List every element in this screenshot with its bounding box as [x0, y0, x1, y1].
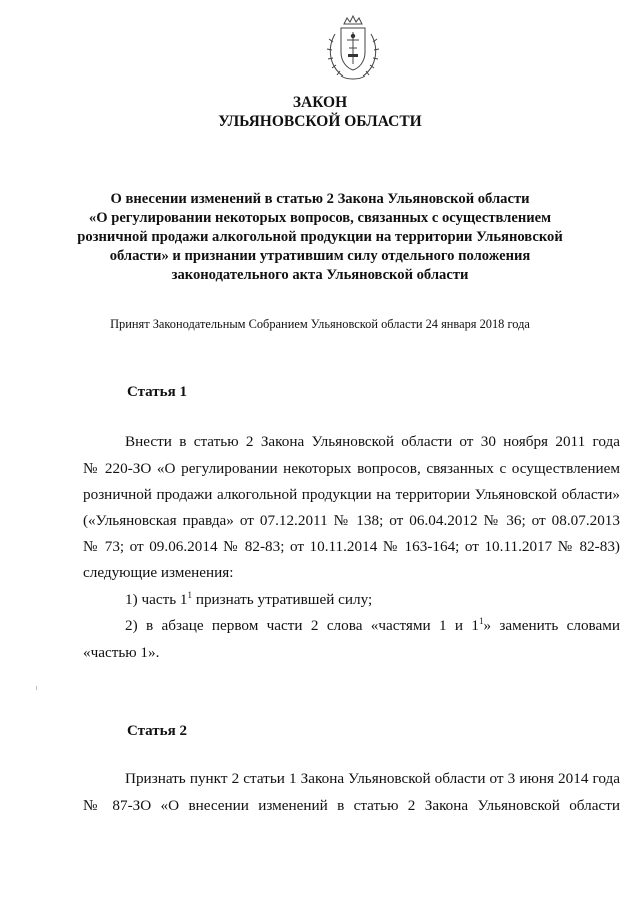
article-2-heading: Статья 2: [127, 723, 187, 739]
body-line: № 87-ЗО «О внесении изменений в статью 2 Закона Ульяновской области: [83, 797, 620, 814]
coat-of-arms-emblem: [325, 14, 381, 84]
title-line: розничной продажи алкогольной продукции на территории Ульяновской: [77, 229, 563, 245]
body-line: Внести в статью 2 Закона Ульяновской области от 30 ноября 2011 года: [125, 433, 620, 450]
list-item-1: [125, 591, 372, 609]
body-line: («Ульяновская правда» от 07.12.2011 № 138; от 06.04.2012 № 36; от 08.07.2013: [83, 512, 620, 529]
margin-mark: [36, 686, 37, 690]
body-line: розничной продажи алкогольной продукции на территории Ульяновской области»: [83, 486, 620, 503]
body-line: № 220-ЗО «О регулировании некоторых вопросов, связанных с осуществлением: [83, 460, 620, 477]
law-heading: [0, 93, 640, 131]
body-line: следующие изменения:: [83, 564, 234, 581]
body-line: № 73; от 09.06.2014 № 82-83; от 10.11.2014 № 163-164; от 10.11.2017 № 82-83): [83, 538, 620, 555]
title-line: О внесении изменений в статью 2 Закона Ульяновской области: [110, 191, 530, 207]
title-line: законодательного акта Ульяновской области: [171, 267, 469, 283]
item-text: признать утратившей силу;: [192, 591, 373, 608]
document-title: [0, 190, 640, 285]
item-text: 2) в абзаце первом части 2 слова «частями 1 и 1: [125, 617, 479, 634]
law-heading-line2: УЛЬЯНОВСКОЙ ОБЛАСТИ: [218, 113, 422, 130]
body-line: «частью 1».: [83, 644, 160, 661]
title-line: области» и признании утратившим силу отдельного положения: [109, 248, 531, 264]
item-text: 1) часть 1: [125, 591, 188, 608]
adoption-note: Принят Законодательным Собранием Ульяновской области 24 января 2018 года: [110, 317, 530, 331]
article-1-heading: Статья 1: [127, 384, 187, 400]
superscript: 1: [187, 590, 193, 600]
superscript: 1: [478, 616, 484, 626]
title-line: «О регулировании некоторых вопросов, связанных с осуществлением: [88, 210, 552, 226]
item-text: » заменить словами: [483, 617, 621, 634]
law-heading-line1: ЗАКОН: [292, 94, 348, 111]
body-line: Признать пункт 2 статьи 1 Закона Ульяновской области от 3 июня 2014 года: [125, 770, 620, 787]
list-item-2: [125, 617, 620, 635]
